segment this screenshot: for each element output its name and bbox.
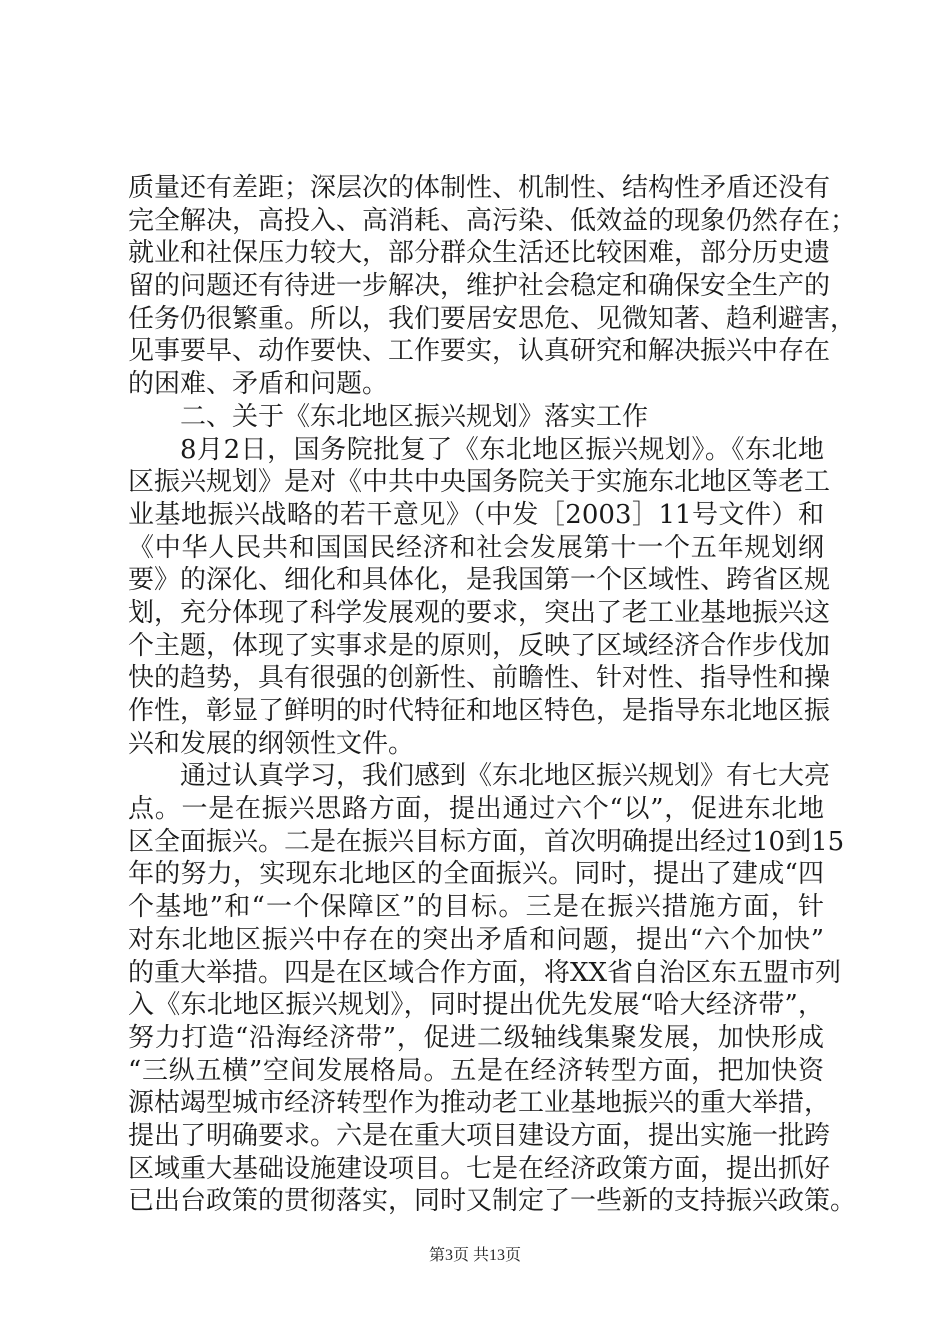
body-text-line: 区振兴规划》是对《中共中央国务院关于实施东北地区等老工 — [128, 467, 831, 498]
body-text-line: 兴和发展的纲领性文件。 — [128, 728, 415, 759]
document-body — [128, 172, 857, 1218]
page-footer: 第3页 共13页 — [428, 1247, 521, 1264]
body-text-line: 留的问题还有待进一步解决，维护社会稳定和确保安全生产的 — [128, 271, 831, 302]
body-text-line: 作性，彰显了鲜明的时代特征和地区特色，是指导东北地区振 — [128, 696, 831, 726]
body-text-line: 见事要早、动作要快、工作要实，认真研究和解决振兴中存在 — [128, 336, 831, 367]
body-text-line: 划，充分体现了科学发展观的要求，突出了老工业基地振兴这 — [128, 597, 831, 628]
body-text-line: 区域重大基础设施建设项目。七是在经济政策方面，提出抓好 — [128, 1153, 831, 1184]
section-heading: 二、关于《东北地区振兴规划》落实工作 — [180, 401, 649, 432]
body-text-line: 《中华人民共和国国民经济和社会发展第十一个五年规划纲 — [128, 532, 824, 563]
body-text-line: 要》的深化、细化和具体化，是我国第一个区域性、跨省区规 — [128, 565, 831, 596]
body-text-line: 区全面振兴。二是在振兴目标方面，首次明确提出经过10到15 — [128, 826, 845, 857]
body-text-line: 8月2日，国务院批复了《东北地区振兴规划》。《东北地 — [180, 434, 824, 465]
body-text-line: 对东北地区振兴中存在的突出矛盾和问题，提出“六个加快” — [128, 924, 824, 955]
body-text-line: 个主题，体现了实事求是的原则，反映了区域经济合作步伐加 — [128, 630, 831, 661]
body-text-line: 快的趋势，具有很强的创新性、前瞻性、针对性、指导性和操 — [128, 663, 831, 694]
body-text-line: 任务仍很繁重。所以，我们要居安思危、见微知著、趋利避害， — [128, 303, 857, 334]
body-text-line: 入《东北地区振兴规划》，同时提出优先发展“哈大经济带”， — [128, 990, 824, 1021]
body-text-line: 源枯竭型城市经济转型作为推动老工业基地振兴的重大举措， — [128, 1088, 831, 1119]
body-text-line: 质量还有差距；深层次的体制性、机制性、结构性矛盾还没有 — [128, 173, 831, 203]
body-text-line: 完全解决，高投入、高消耗、高污染、低效益的现象仍然存在； — [128, 205, 857, 236]
body-text-line: 已出台政策的贯彻落实，同时又制定了一些新的支持振兴政策。 — [128, 1186, 857, 1217]
body-text-line: 业基地振兴战略的若干意见》（中发［2003］11号文件）和 — [128, 499, 824, 530]
body-text-line: “三纵五横”空间发展格局。五是在经济转型方面，把加快资 — [128, 1055, 824, 1086]
body-text-line: 通过认真学习，我们感到《东北地区振兴规划》有七大亮 — [180, 761, 831, 792]
body-text-line: 年的努力，实现东北地区的全面振兴。同时，提出了建成“四 — [128, 859, 824, 890]
body-text-line: 点。一是在振兴思路方面，提出通过六个“以”，促进东北地 — [128, 794, 824, 825]
body-text-line: 提出了明确要求。六是在重大项目建设方面，提出实施一批跨 — [128, 1120, 831, 1151]
body-text-line: 个基地”和“一个保障区”的目标。三是在振兴措施方面，针 — [128, 892, 824, 923]
body-text-line: 就业和社保压力较大，部分群众生活还比较困难，部分历史遗 — [128, 238, 831, 269]
body-text-line: 的困难、矛盾和问题。 — [128, 369, 389, 400]
body-text-line: 的重大举措。四是在区域合作方面，将XX省自治区东五盟市列 — [128, 957, 842, 988]
body-text-line: 努力打造“沿海经济带”，促进二级轴线集聚发展，加快形成 — [128, 1022, 824, 1053]
